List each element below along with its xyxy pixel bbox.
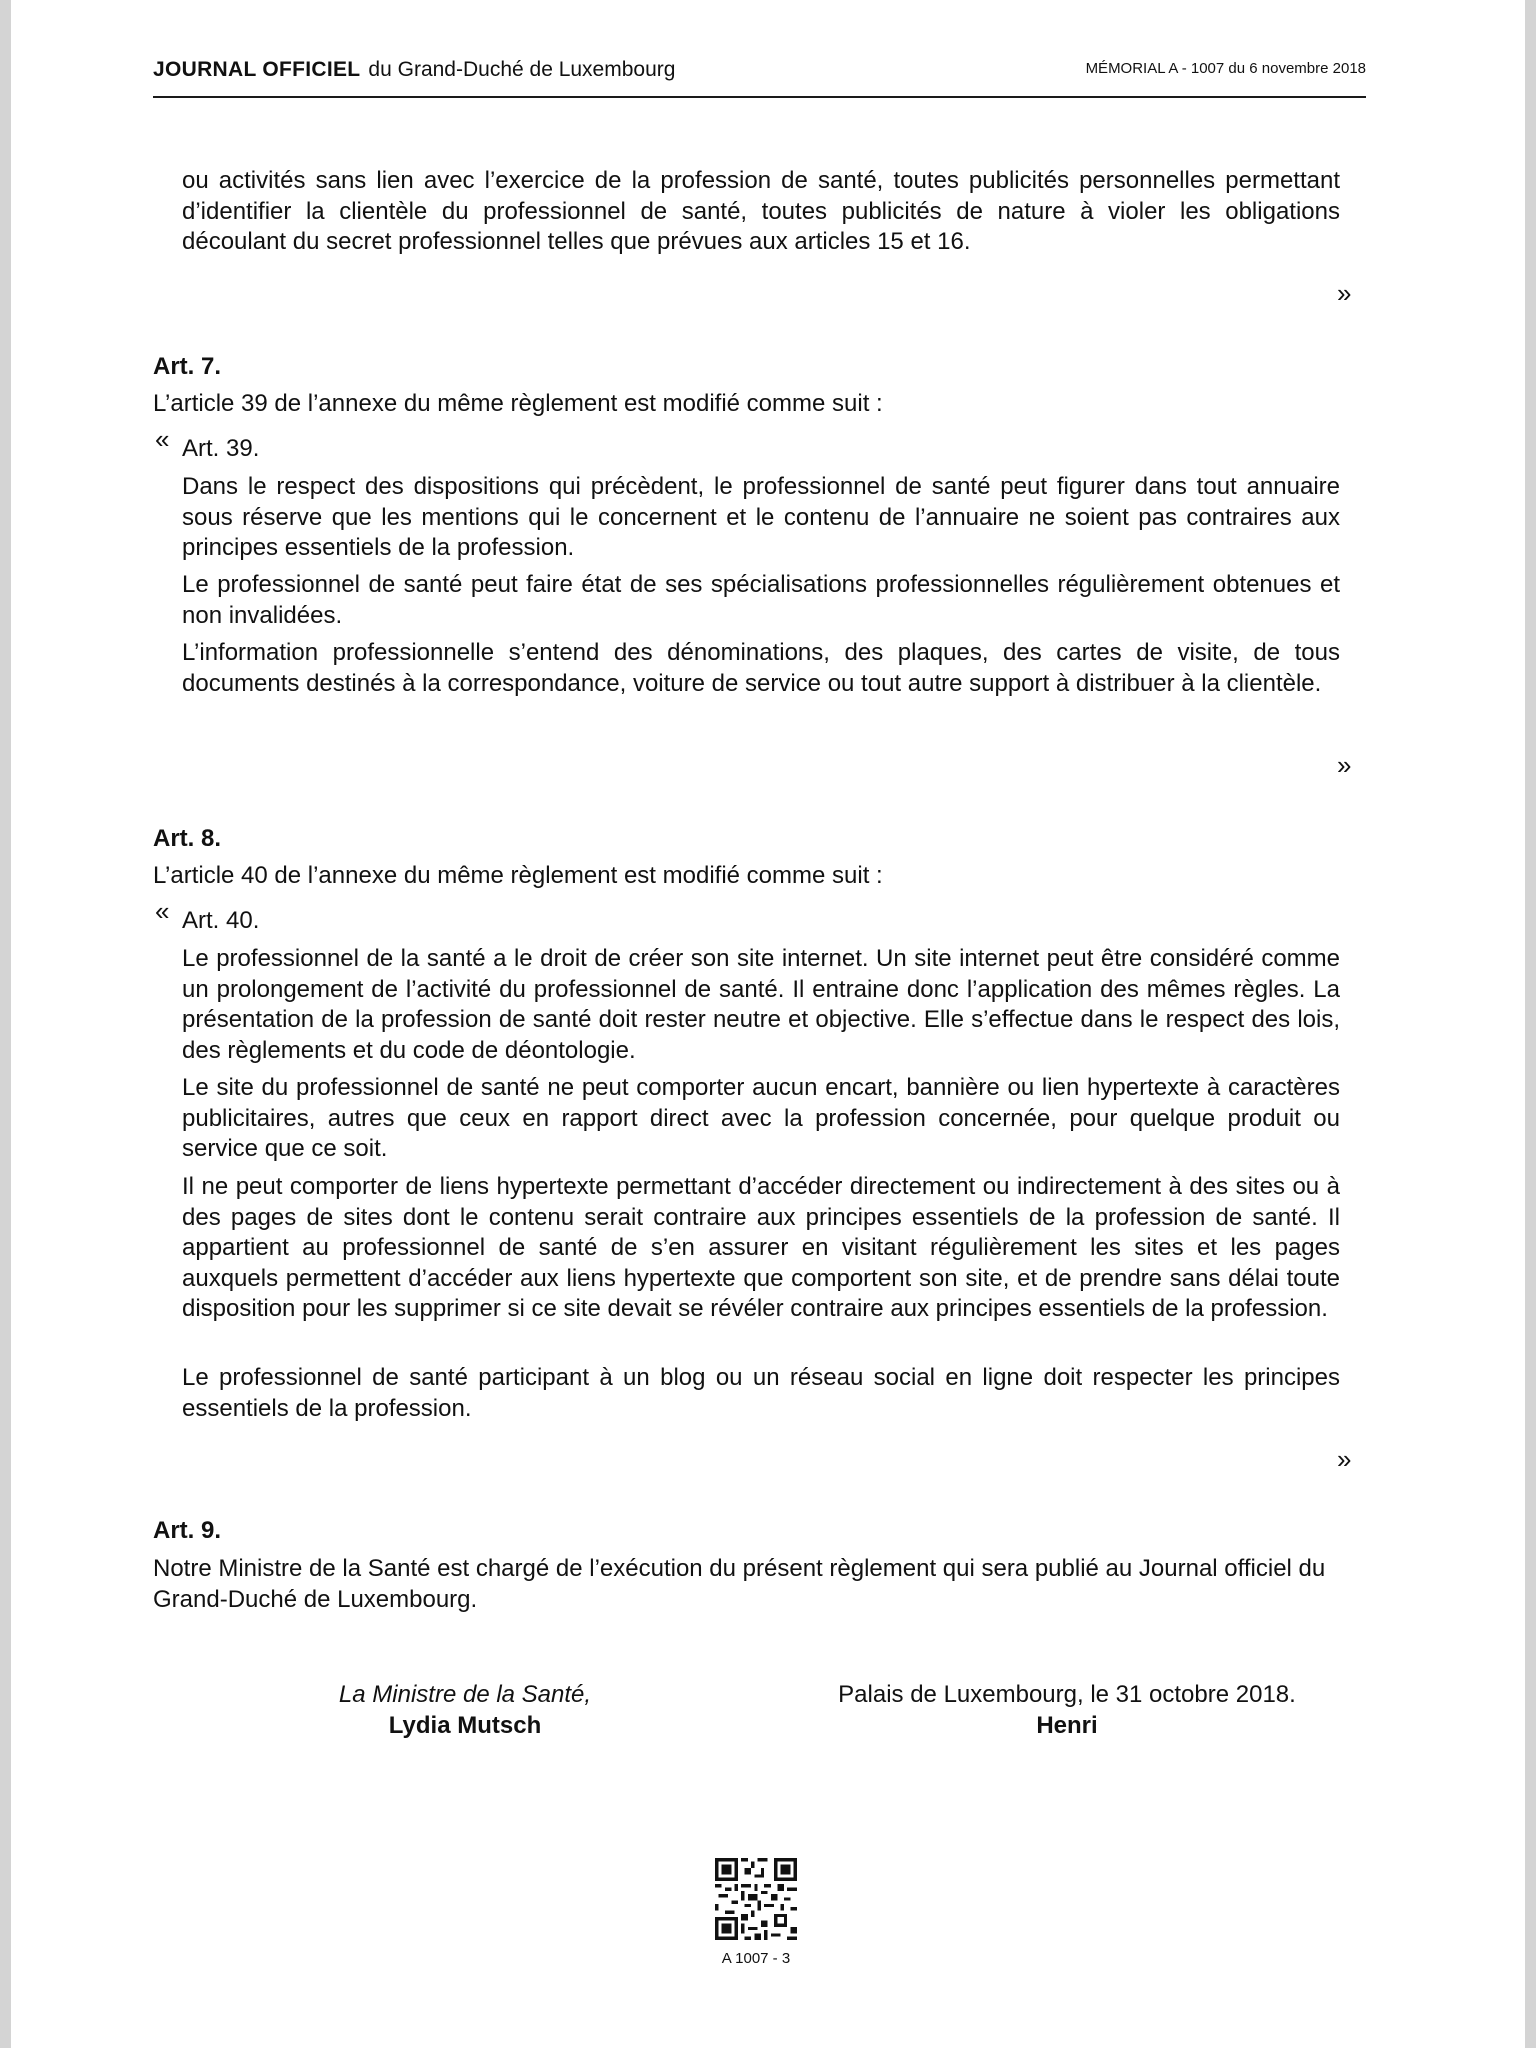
art9-heading: Art. 9. [153, 1517, 222, 1544]
journal-header [153, 56, 1366, 98]
page-number: A 1007 - 3 [721, 1950, 791, 1967]
art40-paragraph-4: Le professionnel de santé participant à un blog ou un réseau social en ligne doit respecter les principes essentiels de la profession. [182, 1364, 1340, 1422]
art39-paragraph-3: L’information professionnelle s’entend des dénominations, des plaques, des cartes de visite, de tous documents destinés à la correspondance, voiture de service ou tout autre support à distribuer à la clientèle. [182, 639, 1340, 697]
art7-heading: Art. 7. [153, 353, 222, 380]
art8-intro: L’article 40 de l’annexe du même règlement est modifié comme suit : [153, 862, 883, 889]
art40-subheading: Art. 40. [182, 907, 260, 934]
minister-name: Lydia Mutsch [388, 1711, 542, 1739]
journal-name: JOURNAL OFFICIEL [153, 58, 361, 81]
art39-paragraph-2: Le professionnel de santé peut faire état de ses spécialisations professionnelles régulièrement obtenues et non invalidées. [182, 571, 1340, 629]
memorial-reference: MÉMORIAL A - 1007 du 6 novembre 2018 [1085, 60, 1366, 77]
art9-text: Notre Ministre de la Santé est chargé de l’exécution du présent règlement qui sera publié au Journal officiel du Grand-Duché de Luxembourg. [153, 1555, 1326, 1613]
art40-paragraph-1: Le professionnel de la santé a le droit de créer son site internet. Un site internet peut être considéré comme un prolongement de l’activité du professionnel de santé. Il entraine donc l’application des mêmes règles. La présentation de la profession de santé doit rester neutre et objective. Elle s’effectue dans le respect des lois, des règlements et du code de déontologie. [182, 945, 1340, 1064]
closing-quote: » [1337, 750, 1352, 780]
art7-intro: L’article 39 de l’annexe du même règlement est modifié comme suit : [153, 390, 883, 417]
journal-title [153, 56, 675, 84]
grand-duke-signature [800, 1680, 1334, 1741]
art40-paragraph-2: Le site du professionnel de santé ne peut comporter aucun encart, bannière ou lien hypertexte à caractères publicitaires, autres que ceux en rapport direct avec la profession concernée, pour quelque produit ou service que ce soit. [182, 1074, 1340, 1162]
grand-duke-name: Henri [1036, 1711, 1098, 1739]
closing-quote: » [1337, 278, 1352, 308]
art40-paragraph-3: Il ne peut comporter de liens hypertexte permettant d’accéder directement ou indirectement à des sites ou à des pages de sites dont le contenu serait contraire aux principes essentiels de la profession de santé. Il appartient au professionnel de santé de s’en assurer en visitant régulièrement les sites et les pages auxquels permettent d’accéder aux liens hypertexte que comportent son site, et de prendre sans délai toute disposition pour les supprimer si ce site devait se révéler contraire aux principes essentiels de la profession. [182, 1173, 1340, 1322]
qr-code-icon [715, 1858, 797, 1940]
opening-quote: « [155, 424, 170, 454]
journal-subtitle: du Grand-Duché de Luxembourg [368, 58, 676, 81]
opening-quote: « [155, 896, 170, 926]
art8-heading: Art. 8. [153, 825, 222, 852]
closing-quote: » [1337, 1444, 1352, 1474]
art39-subheading: Art. 39. [182, 435, 260, 462]
minister-signature [300, 1680, 630, 1741]
minister-role: La Ministre de la Santé, [338, 1681, 592, 1708]
art39-paragraph-1: Dans le respect des dispositions qui précèdent, le professionnel de santé peut figurer dans tout annuaire sous réserve que les mentions qui le concernent et le contenu de l’annuaire ne soient pas contraires aux principes essentiels de la profession. [182, 473, 1340, 561]
continued-paragraph: ou activités sans lien avec l’exercice de la profession de santé, toutes publicités personnelles permettant d’identifier la clientèle du professionnel de santé, toutes publicités de nature à violer les obligations découlant du secret professionnel telles que prévues aux articles 15 et 16. [182, 167, 1340, 255]
place-date: Palais de Luxembourg, le 31 octobre 2018. [838, 1681, 1296, 1708]
